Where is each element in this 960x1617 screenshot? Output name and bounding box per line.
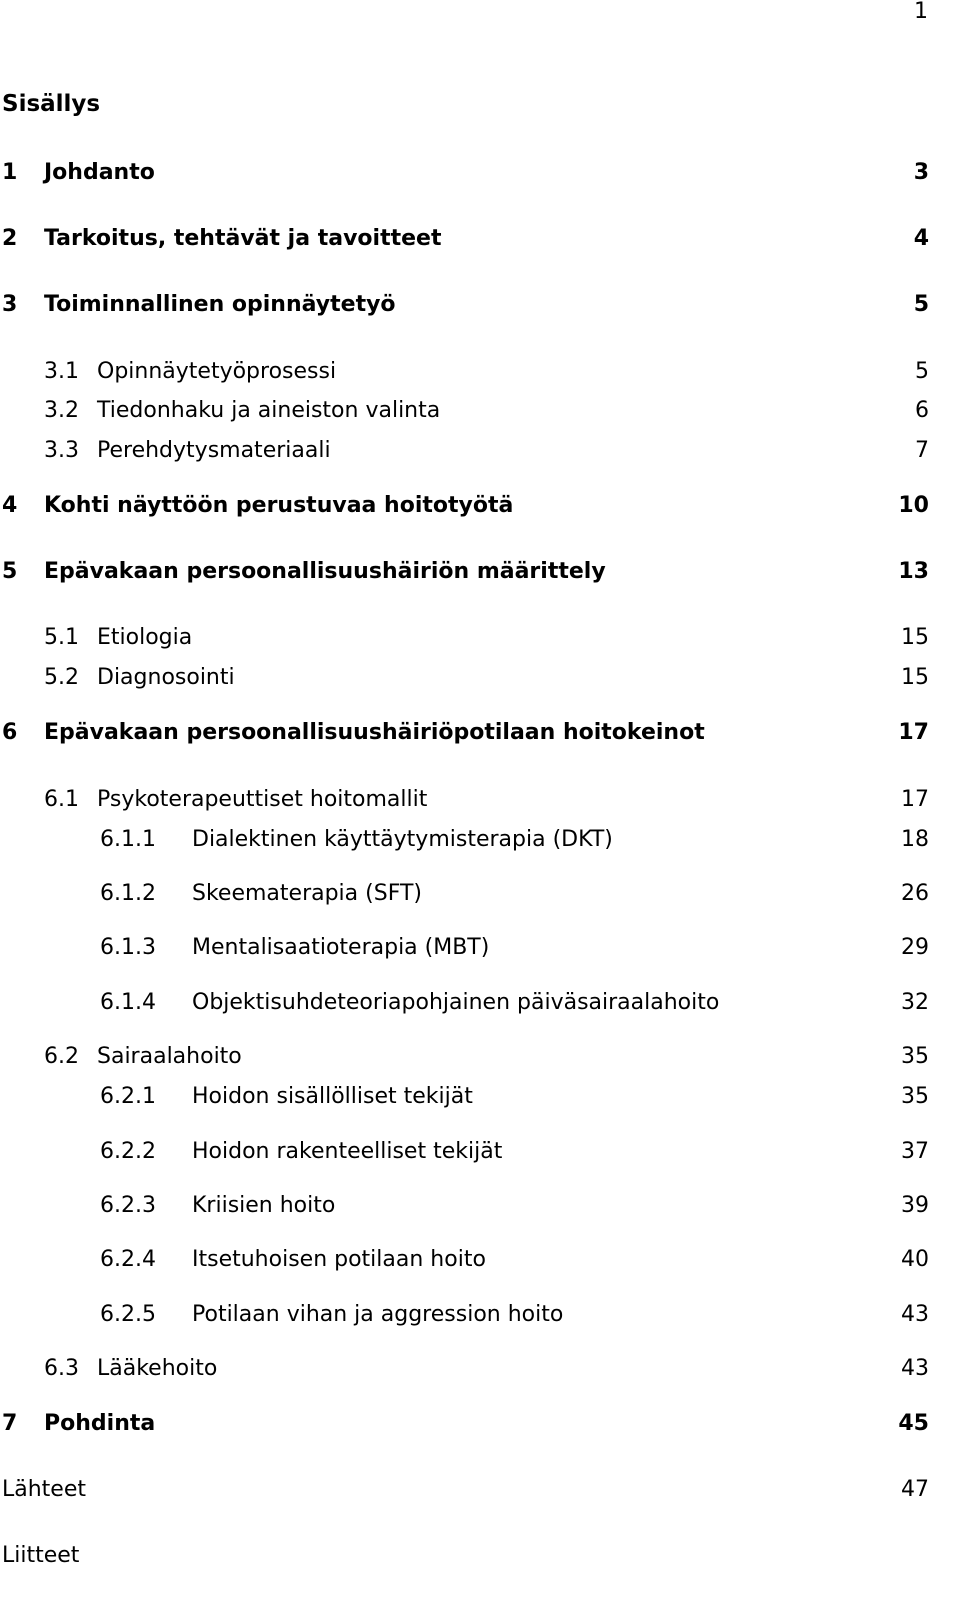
toc-entry-label: Etiologia — [97, 625, 193, 650]
toc-entry-number: 6.2.2 — [100, 1139, 156, 1164]
toc-entry-references[interactable] — [0, 1475, 960, 1505]
toc-entry-number: 6.2.3 — [100, 1193, 156, 1218]
toc-entry-label: Potilaan vihan ja aggression hoito — [192, 1302, 564, 1327]
toc-entry-5[interactable] — [0, 557, 960, 587]
toc-entry-6-1-4[interactable] — [0, 988, 960, 1018]
toc-entry-page: 32 — [901, 990, 929, 1015]
toc-entry-6-1[interactable] — [0, 785, 960, 815]
toc-entry-page: 4 — [913, 226, 929, 251]
toc-entry-number: 3 — [2, 292, 18, 317]
toc-entry-label: Hoidon sisällölliset tekijät — [192, 1084, 473, 1109]
toc-entry-number: 3.1 — [44, 359, 79, 384]
toc-entry-label: Pohdinta — [44, 1411, 156, 1436]
toc-entry-6-2-1[interactable] — [0, 1082, 960, 1112]
toc-entry-1[interactable] — [0, 158, 960, 188]
toc-entry-number: 6.2.5 — [100, 1302, 156, 1327]
toc-entry-6-2-2[interactable] — [0, 1137, 960, 1167]
toc-entry-label: Kohti näyttöön perustuvaa hoitotyötä — [44, 493, 514, 518]
toc-entry-label: Diagnosointi — [97, 665, 235, 690]
toc-entry-page: 18 — [901, 827, 929, 852]
toc-entry-number: 6.2.1 — [100, 1084, 156, 1109]
toc-entry-page: 26 — [901, 881, 929, 906]
toc-entry-number: 6.2.4 — [100, 1247, 156, 1272]
toc-entry-4[interactable] — [0, 491, 960, 521]
toc-entry-number: 7 — [2, 1411, 18, 1436]
toc-entry-label: Objektisuhdeteoriapohjainen päiväsairaalahoito — [192, 990, 720, 1015]
toc-entry-7[interactable] — [0, 1409, 960, 1439]
toc-entry-label: Sairaalahoito — [97, 1044, 242, 1069]
toc-entry-number: 6.1.2 — [100, 881, 156, 906]
toc-entry-appendices[interactable] — [0, 1541, 960, 1571]
toc-entry-6-1-3[interactable] — [0, 933, 960, 963]
toc-entry-number: 3.3 — [44, 438, 79, 463]
toc-entry-number: 3.2 — [44, 398, 79, 423]
toc-entry-2[interactable] — [0, 224, 960, 254]
toc-entry-page: 35 — [901, 1084, 929, 1109]
toc-entry-3-3[interactable] — [0, 436, 960, 466]
toc-entry-page: 5 — [913, 292, 929, 317]
toc-entry-label: Skeematerapia (SFT) — [192, 881, 422, 906]
toc-entry-6-2-4[interactable] — [0, 1245, 960, 1275]
toc-entry-number: 6 — [2, 720, 18, 745]
toc-entry-label: Lääkehoito — [97, 1356, 218, 1381]
toc-entry-label: Dialektinen käyttäytymisterapia (DKT) — [192, 827, 613, 852]
toc-entry-number: 6.1.1 — [100, 827, 156, 852]
toc-entry-6-2[interactable] — [0, 1042, 960, 1072]
toc-entry-number: 1 — [2, 160, 18, 185]
toc-entry-page: 10 — [898, 493, 929, 518]
toc-entry-5-1[interactable] — [0, 623, 960, 653]
toc-entry-5-2[interactable] — [0, 663, 960, 693]
toc-entry-page: 35 — [901, 1044, 929, 1069]
toc-entry-page: 39 — [901, 1193, 929, 1218]
toc-entry-6-3[interactable] — [0, 1354, 960, 1384]
toc-entry-label: Opinnäytetyöprosessi — [97, 359, 337, 384]
toc-entry-page: 15 — [901, 625, 929, 650]
toc-entry-label: Psykoterapeuttiset hoitomallit — [97, 787, 428, 812]
toc-entry-label: Mentalisaatioterapia (MBT) — [192, 935, 490, 960]
toc-entry-page: 17 — [898, 720, 929, 745]
toc-entry-label: Liitteet — [2, 1543, 80, 1568]
toc-entry-number: 6.1.3 — [100, 935, 156, 960]
toc-entry-label: Johdanto — [44, 160, 155, 185]
toc-entry-label: Epävakaan persoonallisuushäiriön määrittely — [44, 559, 606, 584]
toc-entry-page: 43 — [901, 1302, 929, 1327]
toc-entry-label: Lähteet — [2, 1477, 87, 1502]
toc-entry-page: 43 — [901, 1356, 929, 1381]
toc-entry-label: Toiminnallinen opinnäytetyö — [44, 292, 396, 317]
toc-entry-number: 4 — [2, 493, 18, 518]
toc-entry-label: Kriisien hoito — [192, 1193, 336, 1218]
toc-entry-page: 45 — [898, 1411, 929, 1436]
toc-entry-3-1[interactable] — [0, 357, 960, 387]
toc-entry-page: 17 — [901, 787, 929, 812]
toc-entry-page: 3 — [913, 160, 929, 185]
toc-entry-number: 2 — [2, 226, 18, 251]
toc-entry-number: 5.2 — [44, 665, 79, 690]
toc-entry-number: 6.1 — [44, 787, 79, 812]
toc-entry-number: 6.1.4 — [100, 990, 156, 1015]
toc-entry-page: 7 — [915, 438, 929, 463]
toc-entry-page: 13 — [898, 559, 929, 584]
toc-entry-3-2[interactable] — [0, 396, 960, 426]
toc-entry-page: 40 — [901, 1247, 929, 1272]
toc-entry-label: Itsetuhoisen potilaan hoito — [192, 1247, 486, 1272]
toc-entry-number: 6.3 — [44, 1356, 79, 1381]
toc-entry-label: Tiedonhaku ja aineiston valinta — [97, 398, 441, 423]
toc-entry-label: Perehdytysmateriaali — [97, 438, 331, 463]
toc-entry-number: 5.1 — [44, 625, 79, 650]
toc-entry-page: 15 — [901, 665, 929, 690]
toc-entry-6-2-5[interactable] — [0, 1300, 960, 1330]
toc-entry-number: 5 — [2, 559, 18, 584]
toc-entry-label: Hoidon rakenteelliset tekijät — [192, 1139, 503, 1164]
toc-entry-page: 37 — [901, 1139, 929, 1164]
toc-entry-page: 6 — [915, 398, 929, 423]
toc-entry-6[interactable] — [0, 718, 960, 748]
toc-entry-6-1-1[interactable] — [0, 825, 960, 855]
toc-entry-page: 5 — [915, 359, 929, 384]
toc-title: Sisällys — [2, 91, 101, 117]
page-number: 1 — [914, 0, 928, 24]
toc-entry-3[interactable] — [0, 290, 960, 320]
toc-entry-6-2-3[interactable] — [0, 1191, 960, 1221]
toc-entry-page: 29 — [901, 935, 929, 960]
toc-entry-page: 47 — [901, 1477, 929, 1502]
toc-entry-6-1-2[interactable] — [0, 879, 960, 909]
toc-entry-label: Tarkoitus, tehtävät ja tavoitteet — [44, 226, 442, 251]
toc-entry-label: Epävakaan persoonallisuushäiriöpotilaan hoitokeinot — [44, 720, 705, 745]
toc-entry-number: 6.2 — [44, 1044, 79, 1069]
